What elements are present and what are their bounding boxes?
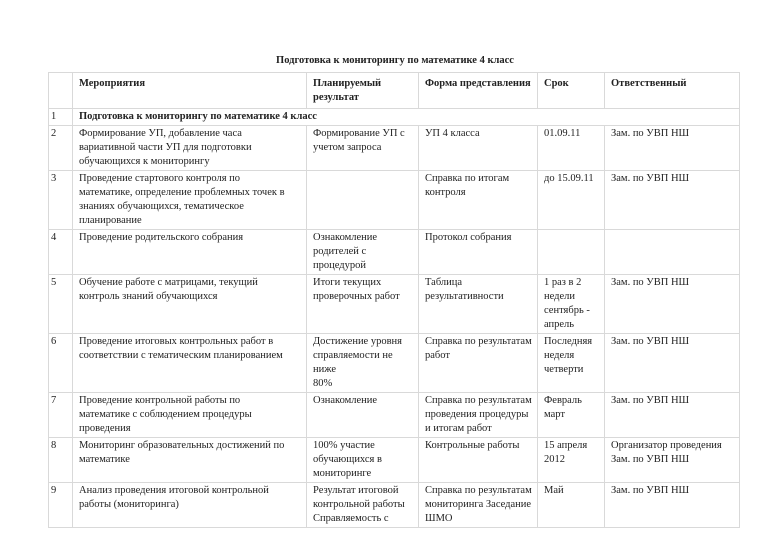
responsible-cell: Зам. по УВП НШ bbox=[605, 334, 740, 393]
activity-cell: Проведение итоговых контрольных работ в соответствии с тематическим планированием bbox=[73, 334, 307, 393]
presentation-form-cell: УП 4 класса bbox=[419, 126, 538, 171]
activity-cell: Проведение стартового контроля по математике, определение проблемных точек в знаниях обучающихся, тематическое планирование bbox=[73, 171, 307, 230]
presentation-form-cell: Контрольные работы bbox=[419, 438, 538, 483]
planned-result-cell: Формирование УП с учетом запроса bbox=[307, 126, 419, 171]
responsible-cell: Зам. по УВП НШ bbox=[605, 483, 740, 528]
deadline-cell: 01.09.11 bbox=[538, 126, 605, 171]
activity-cell: Формирование УП, добавление часа вариативной части УП для подготовки обучающихся к мониторингу bbox=[73, 126, 307, 171]
planned-result-cell: Ознакомление родителей с процедурой bbox=[307, 230, 419, 275]
activity-cell: Проведение родительского собрания bbox=[73, 230, 307, 275]
row-num: 3 bbox=[49, 171, 73, 230]
table-row bbox=[49, 275, 740, 334]
row-num: 9 bbox=[49, 483, 73, 528]
deadline-cell: 15 апреля 2012 bbox=[538, 438, 605, 483]
monitoring-plan-table bbox=[48, 72, 740, 528]
activity-cell: Проведение контрольной работы по математике с соблюдением процедуры проведения bbox=[73, 393, 307, 438]
row-num: 5 bbox=[49, 275, 73, 334]
responsible-cell: Зам. по УВП НШ bbox=[605, 275, 740, 334]
row-num: 6 bbox=[49, 334, 73, 393]
responsible-cell: Зам. по УВП НШ bbox=[605, 393, 740, 438]
deadline-cell: 1 раз в 2 недели сентябрь - апрель bbox=[538, 275, 605, 334]
header-activities: Мероприятия bbox=[73, 73, 307, 109]
document-title: Подготовка к мониторингу по математике 4 класс bbox=[276, 55, 514, 66]
presentation-form-cell: Справка по итогам контроля bbox=[419, 171, 538, 230]
table-row bbox=[49, 126, 740, 171]
section-num: 1 bbox=[49, 109, 73, 126]
row-num: 7 bbox=[49, 393, 73, 438]
deadline-cell: Май bbox=[538, 483, 605, 528]
responsible-cell: Организатор проведения Зам. по УВП НШ bbox=[605, 438, 740, 483]
row-num: 4 bbox=[49, 230, 73, 275]
table-row bbox=[49, 483, 740, 528]
header-responsible: Ответственный bbox=[605, 73, 740, 109]
table-row bbox=[49, 171, 740, 230]
activity-cell: Мониторинг образовательных достижений по математике bbox=[73, 438, 307, 483]
presentation-form-cell: Таблица результативности bbox=[419, 275, 538, 334]
planned-result-cell: 100% участие обучающихся в мониторинге bbox=[307, 438, 419, 483]
table-header-row bbox=[49, 73, 740, 109]
planned-result-cell: Достижение уровня справляемости не ниже 80% bbox=[307, 334, 419, 393]
table-row bbox=[49, 230, 740, 275]
section-row bbox=[49, 109, 740, 126]
planned-result-cell bbox=[307, 171, 419, 230]
deadline-cell bbox=[538, 230, 605, 275]
header-planned-result: Планируемый результат bbox=[307, 73, 419, 109]
deadline-cell: Февраль март bbox=[538, 393, 605, 438]
planned-result-cell: Итоги текущих проверочных работ bbox=[307, 275, 419, 334]
section-title: Подготовка к мониторингу по математике 4 класс bbox=[73, 109, 740, 126]
planned-result-cell: Результат итоговой контрольной работы Справляемость с bbox=[307, 483, 419, 528]
row-num: 2 bbox=[49, 126, 73, 171]
row-num: 8 bbox=[49, 438, 73, 483]
presentation-form-cell: Протокол собрания bbox=[419, 230, 538, 275]
activity-cell: Анализ проведения итоговой контрольной работы (мониторинга) bbox=[73, 483, 307, 528]
header-presentation-form: Форма представления bbox=[419, 73, 538, 109]
planned-result-cell: Ознакомление bbox=[307, 393, 419, 438]
presentation-form-cell: Справка по результатам работ bbox=[419, 334, 538, 393]
table-row bbox=[49, 334, 740, 393]
presentation-form-cell: Справка по результатам проведения процедуры и итогам работ bbox=[419, 393, 538, 438]
responsible-cell: Зам. по УВП НШ bbox=[605, 126, 740, 171]
deadline-cell: Последняя неделя четверти bbox=[538, 334, 605, 393]
deadline-cell: до 15.09.11 bbox=[538, 171, 605, 230]
table-row bbox=[49, 438, 740, 483]
header-deadline: Срок bbox=[538, 73, 605, 109]
activity-cell: Обучение работе с матрицами, текущий контроль знаний обучающихся bbox=[73, 275, 307, 334]
presentation-form-cell: Справка по результатам мониторинга Заседание ШМО bbox=[419, 483, 538, 528]
responsible-cell bbox=[605, 230, 740, 275]
responsible-cell: Зам. по УВП НШ bbox=[605, 171, 740, 230]
header-num bbox=[49, 73, 73, 109]
table-row bbox=[49, 393, 740, 438]
